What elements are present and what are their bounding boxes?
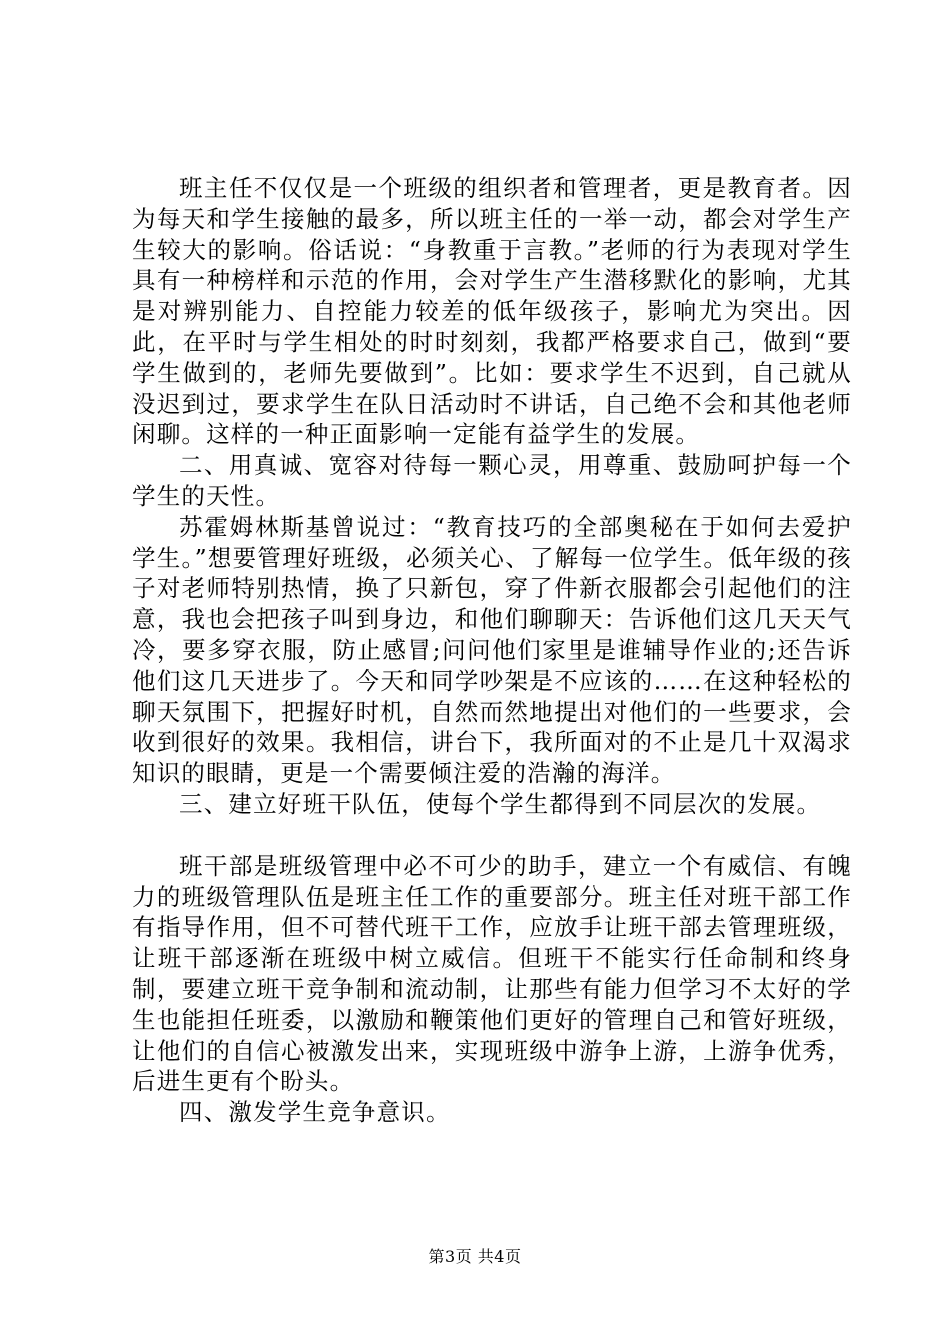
- page-number-footer: 第3页 共4页: [428, 1247, 522, 1266]
- heading-section-two: 二、用真诚、宽容对待每一颗心灵，用尊重、鼓励呵护每一个学生的天性。: [132, 451, 852, 510]
- document-body: [132, 173, 852, 1128]
- heading-section-four: 四、激发学生竞争意识。: [179, 1098, 451, 1127]
- paragraph-teacher-role-model: 班主任不仅仅是一个班级的组织者和管理者，更是教育者。因为每天和学生接触的最多，所以班主任的一举一动，都会对学生产生较大的影响。俗话说：“身教重于言教。”老师的行为表现对学生具有一种榜样和示范的作用，会对学生产生潜移默化的影响，尤其是对辨别能力、自控能力较差的低年级孩子，影响尤为突出。因此，在平时与学生相处的时时刻刻，我都严格要求自己，做到“要学生做到的，老师先要做到”。比如：要求学生不迟到，自己就从没迟到过，要求学生在队日活动时不讲话，自己绝不会和其他老师闲聊。这样的一种正面影响一定能有益学生的发展。: [132, 174, 852, 449]
- paragraph-care-for-students: 苏霍姆林斯基曾说过：“教育技巧的全部奥秘在于如何去爱护学生。”想要管理好班级，必须关心、了解每一位学生。低年级的孩子对老师特别热情，换了只新包，穿了件新衣服都会引起他们的注意，我也会把孩子叫到身边，和他们聊聊天：告诉他们这几天天气冷，要多穿衣服，防止感冒;问问他们家里是谁辅导作业的;还告诉他们这几天进步了。今天和同学吵架是不应该的……在这种轻松的聊天氛围下，把握好时机，自然而然地提出对他们的一些要求，会收到很好的效果。我相信，讲台下，我所面对的不止是几十双渴求知识的眼睛，更是一个需要倾注爱的浩瀚的海洋。: [132, 512, 852, 788]
- heading-section-three: 三、建立好班干队伍，使每个学生都得到不同层次的发展。: [179, 789, 822, 818]
- paragraph-class-cadres: 班干部是班级管理中必不可少的助手，建立一个有威信、有魄力的班级管理队伍是班主任工作的重要部分。班主任对班干部工作有指导作用，但不可替代班干工作，应放手让班干部去管理班级，让班干部逐渐在班级中树立威信。但班干不能实行任命制和终身制，要建立班干竞争制和流动制，让那些有能力但学习不太好的学生也能担任班委，以激励和鞭策他们更好的管理自己和管好班级，让他们的自信心被激发出来，实现班级中游争上游，上游争优秀，后进生更有个盼头。: [132, 851, 852, 1096]
